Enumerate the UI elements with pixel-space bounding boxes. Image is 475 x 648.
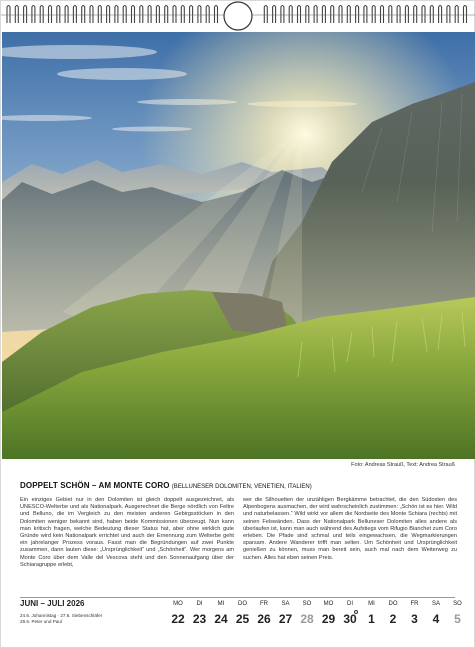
weekday-label: MO	[323, 601, 334, 607]
month-label: JUNI – JULI 2026	[20, 599, 85, 608]
calendar-week-strip	[1, 599, 475, 639]
day-number: 26	[257, 612, 271, 626]
weekday-label: SO	[302, 601, 312, 607]
calendar-day	[275, 599, 297, 626]
day-number: 2	[389, 612, 397, 626]
spiral-binding	[1, 1, 475, 31]
day-number: 30	[343, 612, 357, 626]
weekday-label: FR	[410, 601, 419, 607]
article-title-main: DOPPELT SCHÖN – AM MONTE CORO	[20, 481, 170, 490]
day-number: 1	[368, 612, 375, 626]
day-number: 27	[278, 612, 293, 626]
calendar-day	[253, 599, 275, 626]
article-text-right: wer die Silhouetten der unzähligen Bergkämme betrachtet, die den Südosten des Alpenbogens ausmachen, der wird wahrscheinlich zustimmen: „Schön ist es hier. Wild und naturbelassen.“ Wild wirkt vor allem die Nordseite des Monte Schiara (rechts) mit seinen Felswänden. Dass der Nationalpark Belluneser Dolomiten alles andere als überlaufen ist, kann man auch während des Aufstiegs vom Rifugio Bianchet zum Coro erleben. Die Pfade sind schmal und teils eingewachsen, die Wegmarkierungen sparsam. Andere Wanderer trifft man selten. Um Schönheit und Ursprünglichkeit genießen zu können, muss man bereit sein, auch mal nach dem Weiterweg zu suchen. Alles hat eben seinen Preis.	[243, 497, 457, 561]
calendar-day	[361, 599, 383, 626]
calendar-divider	[20, 597, 455, 598]
weekday-label: SA	[281, 601, 290, 607]
landscape-photo	[2, 32, 475, 459]
calendar-day	[318, 599, 340, 626]
photo-credit: Foto: Andreas Strauß, Text: Andrea Strauß	[351, 462, 455, 468]
day-number: 5	[454, 612, 461, 626]
weekday-label: DO	[238, 601, 247, 607]
calendar-day	[167, 599, 189, 626]
full-moon-icon	[354, 610, 358, 614]
calendar-day	[425, 599, 447, 626]
holiday-line: 24.6. Johannistag · 27.6. Siebenschläfer	[20, 613, 103, 618]
calendar-day	[296, 599, 318, 626]
day-number: 3	[411, 612, 418, 626]
calendar-day	[447, 599, 469, 626]
weekday-label: MO	[173, 601, 183, 607]
calendar-day	[382, 599, 404, 626]
calendar-day	[189, 599, 211, 626]
day-number: 29	[321, 612, 336, 626]
holiday-line: 29.6. Peter und Paul	[20, 619, 62, 624]
weekday-label: DO	[388, 601, 398, 607]
weekday-label: MI	[368, 601, 375, 607]
weekday-label: MI	[217, 601, 225, 607]
article-title-location: (BELLUNESER DOLOMITEN, VENETIEN, ITALIEN)	[171, 484, 312, 490]
day-number: 22	[171, 612, 185, 626]
article-title	[20, 481, 312, 490]
day-number: 24	[214, 612, 228, 626]
weekday-label: SA	[431, 601, 440, 607]
day-number: 4	[432, 612, 440, 626]
day-number: 23	[192, 612, 207, 626]
calendar-day	[210, 599, 232, 626]
weekday-label: SO	[453, 601, 462, 607]
calendar-day	[232, 599, 254, 626]
weekday-label: DI	[347, 601, 353, 607]
weekday-label: DI	[196, 601, 203, 607]
day-number: 25	[235, 612, 250, 626]
day-number: 28	[300, 612, 314, 626]
weekday-label: FR	[260, 601, 268, 607]
article-text-left: Ein einziges Gebiet nur in den Dolomiten ist gleich doppelt ausgezeichnet, als UNESCO-Welterbe und als Nationalpark. Ausgerechnet die Berge nördlich von Feltre und Belluno, die im Vergleich zu den meisten anderen Gebirgsstöcken in den Dolomiten weniger bekannt sind, haben beide Kommissionen überzeugt. Nun kann man kritisch fragen, welche Bedeutung dieser Status hat, aber ohne wirklich gute Gründe wird kein Nationalpark errichtet und auch der Ernennung zum Welterbe geht ein jahrelanger Prozess voraus. Fasst man die Begründungen auf zwei Punkte zusammen, dann lauten diese: „Ursprünglichkeit“ und „Schönheit“. Wer morgens am Monte Coro über dem Valle del Vescova steht und den Sonnenaufgang über der Schiaragruppe erlebt,	[20, 497, 234, 568]
calendar-day	[404, 599, 426, 626]
